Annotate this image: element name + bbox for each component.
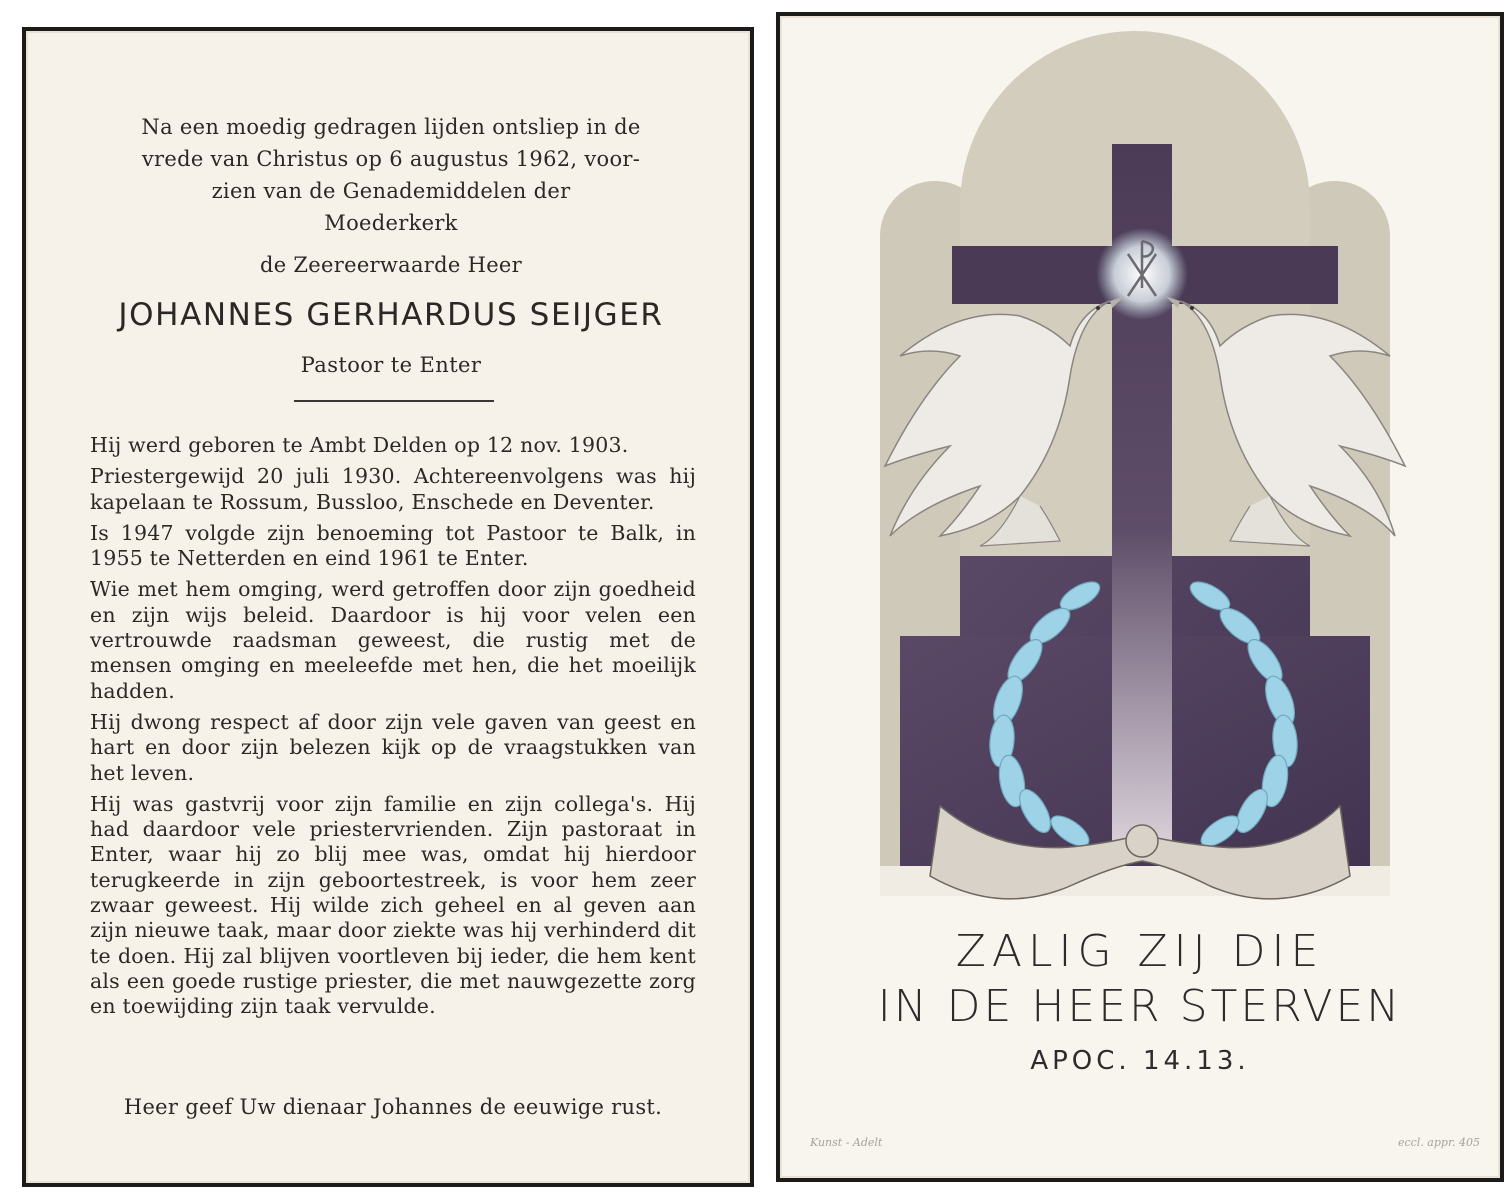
intro-line: Na een moedig gedragen lijden ontsliep in de [141,115,641,139]
obituary-text-card [22,27,754,1187]
intro-line: zien van de Genademiddelen der [211,179,571,203]
deceased-name: JOHANNES GERHARDUS SEIJGER [118,297,664,333]
verse-reference: APOC. 14.13. [1030,1046,1250,1076]
bio-paragraph: Wie met hem omging, werd getroffen door zijn goedheid en zijn wijs beleid. Daardoor is hij voor velen een vertrouwde raadsman geweest, die rustig met de mensen omging en meeleefde met hen, die het moeilijk hadden. [90,577,696,703]
divider-rule [294,400,494,402]
biography [90,433,696,1026]
intro-line: vrede van Christus op 6 augustus 1962, voor- [141,147,641,171]
bio-paragraph: Priestergewijd 20 juli 1930. Achtereenvolgens was hij kapelaan te Rossum, Bussloo, Enschede en Deventer. [90,464,696,514]
verse-line: IN DE HEER STERVEN [877,981,1403,1032]
bio-paragraph: Is 1947 volgde zijn benoeming tot Pastoor te Balk, in 1955 te Netterden en eind 1961 te Enter. [90,520,696,571]
honorific: de Zeereerwaarde Heer [259,253,523,277]
bio-paragraph: Hij was gastvrij voor zijn familie en zijn collega's. Hij had daardoor vele priestervrienden. Zijn pastoraat in Enter, waar hij zo blij mee was, omdat hij hierdoor terugkeerde in zijn geboortestreek, is voor hem zeer zwaar geweest. Hij wilde zich geheel en al geven aan zijn nieuwe taak, maar door ziekte was hij verhinderd dit te doen. Hij zal blijven voortleven bij ieder, die hem kent als een goede rustige priester, die met nauwgezette zorg en toewijding zijn taak vervulde. [90,791,696,1019]
bio-paragraph: Hij werd geboren te Ambt Delden op 12 nov. 1903. [90,433,629,457]
approval-imprint: eccl. appr. 405 [1397,1136,1480,1149]
intro-line: Moederkerk [324,211,458,235]
bio-paragraph: Hij dwong respect af door zijn vele gaven van geest en hart en door zijn belezen kijk op de vraagstukken van het leven. [90,709,696,785]
devotional-image-card [776,12,1504,1182]
publisher-imprint: Kunst - Adelt [810,1136,883,1149]
deceased-role: Pastoor te Enter [300,353,482,377]
verse-line: ZALIG ZIJ DIE [955,926,1325,977]
closing-prayer: Heer geef Uw dienaar Johannes de eeuwige rust. [123,1095,663,1119]
intro-paragraph [96,111,686,239]
